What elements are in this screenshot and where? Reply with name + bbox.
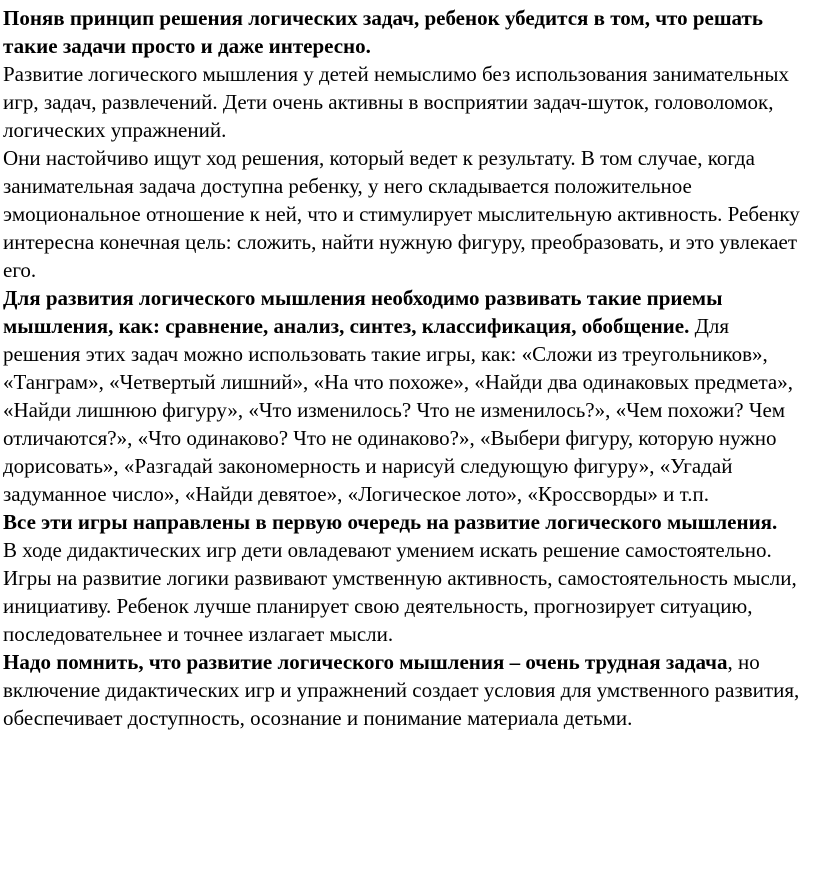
thinking-methods-bold: Для развития логического мышления необходимо развивать такие приемы мышления, как: сравнение, анализ, синтез, классификация, обобщение. (3, 286, 723, 338)
paragraph-didactic-games: В ходе дидактических игр дети овладевают умением искать решение самостоятельно. Игры на развитие логики развивают умственную активность, самостоятельность мысли, инициативу. Ребенок лучше планирует свою деятельность, прогнозирует ситуацию, последовательнее и точнее излагает мысли. (3, 538, 797, 646)
games-list-text: Для решения этих задач можно использовать такие игры, как: «Сложи из треугольников», «Танграм», «Четвертый лишний», «На что похоже», «Найди два одинаковых предмета», «Найди лишнюю фигуру», «Что изменилось? Что не изменилось?», «Чем похожи? Чем отличаются?», «Что одинаково? Что не одинаково?», «Выбери фигуру, которую нужно дорисовать», «Разгадай закономерность и нарисуй следующую фигуру», «Угадай задуманное число», «Найди девятое», «Логическое лото», «Кроссворды» и т.п. (3, 314, 794, 506)
conclusion-bold: Надо помнить, что развитие логического мышления – очень трудная задача (3, 650, 728, 674)
paragraph-development: Развитие логического мышления у детей немыслимо без использования занимательных игр, задач, развлечений. Дети очень активны в восприятии задач-шуток, головоломок, логических упражнений. (3, 62, 790, 142)
conclusion-text: , но включение дидактических игр и упражнений создает условия для умственного развития, обеспечивает доступность, осознание и понимание материала детьми. (3, 650, 800, 730)
paragraph-thinking-methods (3, 284, 804, 508)
paragraph-solution-search: Они настойчиво ищут ход решения, который ведет к результату. В том случае, когда занимательная задача доступна ребенку, у него складывается положительное эмоциональное отношение к ней, что и стимулирует мыслительную активность. Ребенку интересна конечная цель: сложить, найти нужную фигуру, преобразовать, и это увлекает его. (3, 146, 800, 282)
paragraph-conclusion (3, 648, 804, 732)
games-purpose-bold-paragraph: Все эти игры направлены в первую очередь на развитие логического мышления. (3, 510, 778, 534)
intro-bold-paragraph: Поняв принцип решения логических задач, ребенок убедится в том, что решать такие задачи просто и даже интересно. (3, 6, 763, 58)
